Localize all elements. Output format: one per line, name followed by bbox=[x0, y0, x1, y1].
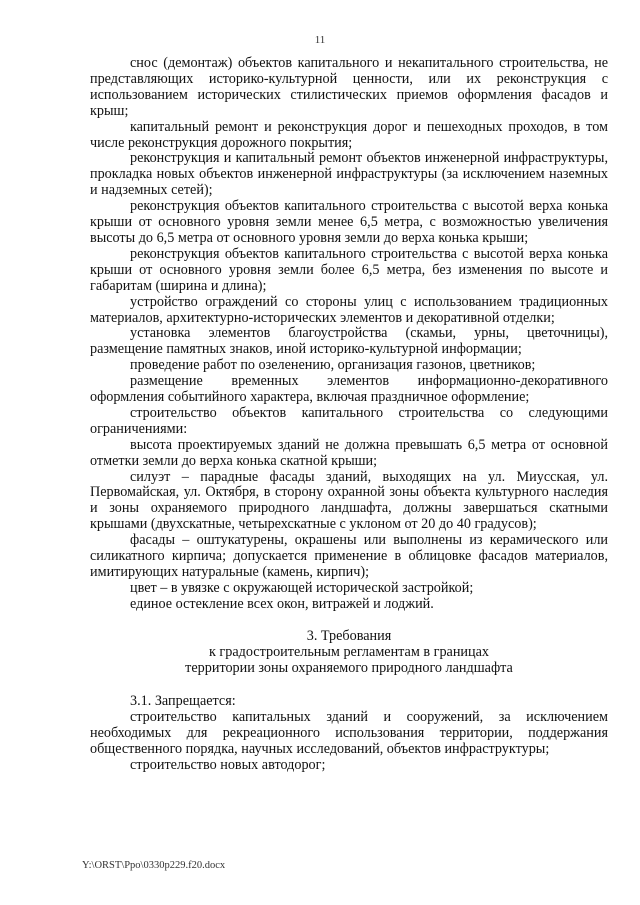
subsection-heading: 3.1. Запрещается: bbox=[130, 693, 236, 710]
paragraph: устройство ограждений со стороны улиц с использованием традиционных материалов, архитектурно-исторических элементов и декоративной отделки; bbox=[90, 293, 608, 326]
paragraph: реконструкция объектов капитального строительства с высотой верха конька крыши от основного уровня земли менее 6,5 метра, с возможностью увеличения высоты до 6,5 метра от основного уровня земли до верха конька крыши; bbox=[90, 198, 608, 246]
paragraph: строительство новых автодорог; bbox=[130, 757, 326, 774]
paragraph: единое остекление всех окон, витражей и лоджий. bbox=[130, 595, 434, 612]
section-subtitle-line: территории зоны охраняемого природного ландшафта bbox=[185, 659, 513, 676]
file-path-footer: Y:\ORST\Ppo\0330p229.f20.docx bbox=[82, 860, 226, 871]
page-number: 11 bbox=[314, 34, 326, 46]
paragraph: строительство объектов капитального строительства со следующими ограничениями: bbox=[90, 404, 608, 437]
paragraph: размещение временных элементов информационно-декоративного оформления событийного характера, включая праздничное оформление; bbox=[90, 373, 608, 406]
section-title: 3. Требования bbox=[306, 627, 392, 644]
paragraph: высота проектируемых зданий не должна превышать 6,5 метра от основной отметки земли до верха конька скатной крыши; bbox=[90, 436, 608, 469]
paragraph: реконструкция объектов капитального строительства с высотой верха конька крыши от основного уровня земли более 6,5 метра, без изменения по высоте и габаритам (ширина и длина); bbox=[90, 245, 608, 294]
paragraph: проведение работ по озеленению, организация газонов, цветников; bbox=[130, 357, 536, 374]
paragraph: силуэт – парадные фасады зданий, выходящих на ул. Миусская, ул. Первомайская, ул. Октября, в сторону охранной зоны объекта культурного наследия и зоны охраняемого природного ландшафта, должны завершаться скатными крышами (двухскатные, четырехскатные с уклоном от 20 до 40 градусов); bbox=[90, 468, 608, 533]
paragraph: установка элементов благоустройства (скамьи, урны, цветочницы), размещение памятных знаков, иной историко-культурной информации; bbox=[90, 325, 608, 358]
paragraph: капитальный ремонт и реконструкция дорог и пешеходных проходов, в том числе реконструкция дорожного покрытия; bbox=[90, 118, 608, 151]
paragraph: снос (демонтаж) объектов капитального и некапитального строительства, не представляющих историко-культурной ценности, или их реконструкция с использованием исторических стилистических приемов оформления фасадов и крыш; bbox=[90, 55, 608, 119]
section-heading bbox=[90, 629, 608, 677]
paragraph: фасады – оштукатурены, окрашены или выполнены из керамического или силикатного кирпича; допускается применение в облицовке фасадов материалов, имитирующих натуральные (камень, кирпич); bbox=[90, 532, 608, 580]
paragraph: реконструкция и капитальный ремонт объектов инженерной инфраструктуры, прокладка новых объектов инженерной инфраструктуры (за исключением наземных и надземных сетей); bbox=[90, 150, 608, 199]
section-subtitle-line: к градостроительным регламентам в границах bbox=[208, 643, 490, 660]
document-body bbox=[90, 56, 608, 774]
paragraph: строительство капитальных зданий и сооружений, за исключением необходимых для рекреационного использования территории, поддержания общественного порядка, научных исследований, объектов инфраструктуры; bbox=[90, 709, 608, 758]
paragraph: цвет – в увязке с окружающей исторической застройкой; bbox=[130, 579, 474, 596]
